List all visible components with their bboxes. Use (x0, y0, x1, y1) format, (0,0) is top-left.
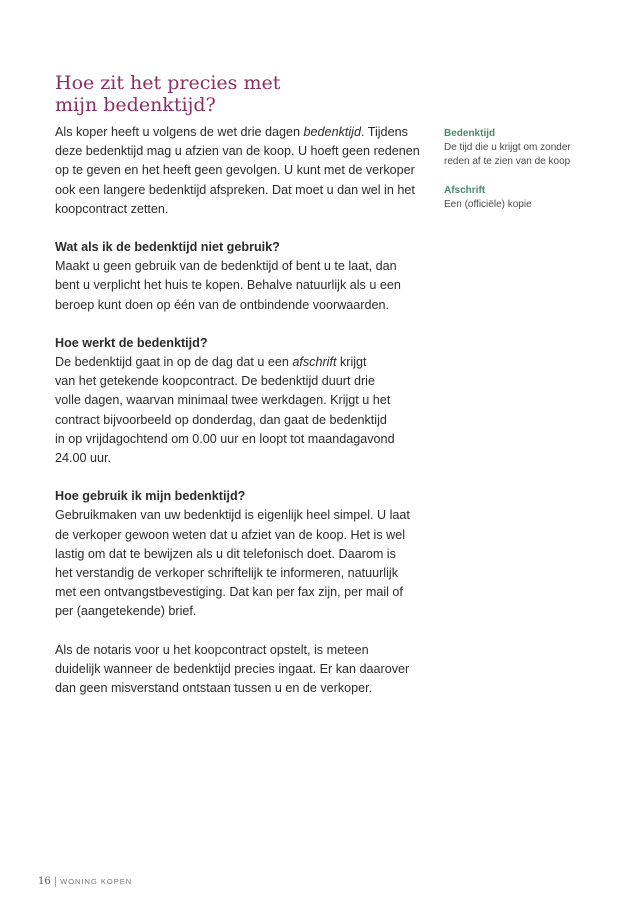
text-line: per (aangetekende) brief. (55, 604, 197, 619)
definition-line: reden af te zien van de koop (444, 156, 571, 167)
term-afschrift-emphasis: afschrift (292, 355, 337, 370)
term-bedenktijd-emphasis: bedenktijd (303, 125, 361, 139)
section-heading: Wat als ik de bedenktijd niet gebruik? (55, 240, 280, 255)
glossary-term-bedenktijd: Bedenktijd (444, 128, 496, 139)
text-line: 24.00 uur. (55, 451, 112, 466)
text-line: deze bedenktijd mag u afzien van de koop. U hoeft geen redenen (55, 144, 420, 159)
footer-section-title: WONING KOPEN (60, 877, 133, 886)
text-line: Gebruikmaken van uw bedenktijd is eigenlijk heel simpel. U laat (55, 508, 410, 523)
text-line (55, 123, 427, 142)
footer-separator: | (53, 876, 58, 887)
main-column (55, 123, 427, 717)
text-run: Als koper heeft u volgens de wet drie dagen (55, 125, 304, 139)
page-title (55, 72, 415, 116)
page-footer (38, 876, 132, 887)
text-line: van het getekende koopcontract. De bedenktijd duurt drie (55, 374, 375, 389)
page-title-line-2: mijn bedenktijd? (55, 94, 216, 116)
text-line: in op vrijdagochtend om 0.00 uur en loopt tot maandagavond (55, 431, 395, 446)
text-line: volle dagen, waarvan minimaal twee werkdagen. Krijgt u het (55, 393, 391, 408)
text-line: Maakt u geen gebruik van de bedenktijd of bent u te laat, dan (55, 259, 397, 274)
text-line: ook een langere bedenktijd afspreken. Dat moet u dan wel in het (55, 182, 415, 197)
intro-paragraph (55, 123, 427, 219)
text-line (55, 353, 427, 372)
text-line: lastig om dat te bewijzen als u dit telefonisch doet. Daarom is (55, 546, 396, 561)
glossary-definition-bedenktijd (444, 141, 614, 169)
text-line: Als de notaris voor u het koopcontract opstelt, is meteen (55, 642, 369, 657)
page-number: 16 (38, 876, 51, 887)
text-line: de verkoper gewoon weten dat u afziet van de koop. Het is wel (55, 527, 406, 542)
definition-line: De tijd die u krijgt om zonder (444, 142, 571, 153)
section-heading: Hoe gebruik ik mijn bedenktijd? (55, 489, 246, 504)
section-hoe-gebruik (55, 487, 427, 621)
text-line: bent u verplicht het huis te kopen. Behalve natuurlijk als u een (55, 278, 401, 293)
text-line: met een ontvangstbevestiging. Dat kan per fax zijn, per mail of (55, 585, 403, 600)
text-run: krijgt (336, 355, 367, 370)
text-line: beroep kunt doen op één van de ontbindende voorwaarden. (55, 297, 389, 312)
glossary-definition-afschrift (444, 198, 614, 212)
glossary-term-afschrift: Afschrift (444, 185, 486, 196)
text-line: duidelijk wanneer de bedenktijd precies ingaat. Er kan daarover (55, 661, 410, 676)
text-line: het verstandig de verkoper schriftelijk te informeren, natuurlijk (55, 566, 398, 581)
text-line: koopcontract zetten. (55, 201, 169, 216)
glossary-sidebar (444, 127, 614, 227)
text-line: dan geen misverstand ontstaan tussen u en de verkoper. (55, 681, 373, 696)
definition-line: Een (officiële) kopie (444, 199, 532, 210)
section-niet-gebruiken (55, 238, 427, 315)
section-heading: Hoe werkt de bedenktijd? (55, 335, 208, 350)
closing-paragraph (55, 641, 427, 699)
section-hoe-werkt (55, 334, 427, 468)
text-line: contract bijvoorbeeld op donderdag, dan gaat de bedenktijd (55, 412, 387, 427)
text-line: op te geven en het heeft geen gevolgen. U kunt met de verkoper (55, 163, 415, 178)
page-title-line-1: Hoe zit het precies met (55, 72, 281, 94)
text-run: . Tijdens (360, 125, 408, 139)
text-run: De bedenktijd gaat in op de dag dat u een (55, 355, 293, 370)
